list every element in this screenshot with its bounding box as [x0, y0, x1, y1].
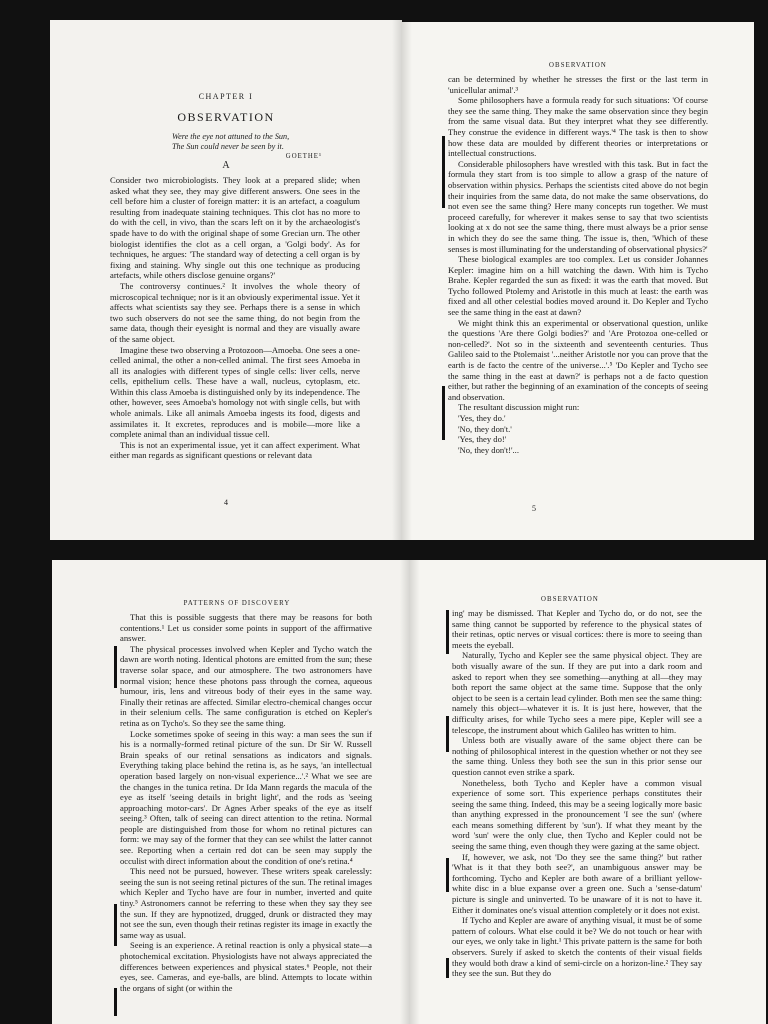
book-page-4 [50, 20, 402, 540]
page-gutter-shadow [410, 560, 420, 1024]
paragraph: This need not be pursued, however. These writers speak carelessly: seeing the sun is not seeing retinal pictures of the sun. The retinal images which Kepler and Tycho have are four in number, inverted and quite tiny.⁵ Astronomers cannot be referring to these when they say they see the sun. If they are hypnotized, drugged, drunk or distracted they may not see the sun, even though their retinas register its image in exactly the same way as usual. [120, 866, 372, 940]
paragraph: The resultant discussion might run: [458, 402, 580, 413]
margin-mark [446, 716, 449, 752]
paragraph: can be determined by whether he stresses the first or the last term in 'unicellular animal'.³ [448, 74, 708, 95]
margin-mark [446, 858, 449, 892]
running-head: OBSERVATION [541, 596, 599, 603]
paragraph: Consider two microbiologists. They look at a prepared slide; when asked what they see, they may give different answers. One sees in the cell before him a cluster of foreign matter: it is an artefact, a coagulum resulting from inadequate staining techniques. This clot has no more to do with the cell, in vivo, than the scars left on it by the archaeologist's spade have to do with the original shape of some Grecian urn. The other biologist identifies the clot as a cell organ, a 'Golgi body'. As for techniques, he argues: 'The standard way of detecting a cell organ is by fixing and staining. Why single out this one technique as producing artefacts, while others disclose genuine organs?' [110, 175, 360, 281]
paragraph: Some philosophers have a formula ready for such situations: 'Of course they see the same thing. They make the same observation since they begin from the same visual data. But they interpret what they see differently. They construe the evidence in different ways.'⁴ The task is then to show how these data are moulded by different theories or interpretations or intellectual constructions. [448, 95, 708, 159]
page-body [110, 175, 360, 461]
margin-mark [442, 386, 445, 440]
paragraph: Locke sometimes spoke of seeing in this way: a man sees the sun if his is a normally-formed retinal picture of the sun. Dr Sir W. Russell Brain speaks of our retinal sensations as indicators and signals. Everything taking place behind the retina is, as he says, 'an intellectual operation based largely on non-visual experience...'.² What we see are the changes in the tunica retina. Dr Ida Mann regards the macula of the eye as itself 'seeing details in bright light', and the rods as 'seeing approaching motor-cars'. Dr Agnes Arber speaks of the eye as itself seeing.³ Often, talk of seeing can direct attention to the retina. Normal people are distinguished from those for whom no retinal pictures can form: we may say of the former that they can see whilst the latter cannot see. Reporting when a certain red dot can be seen may supply the occulist with direct information about the condition of one's retina.⁴ [120, 728, 372, 866]
paragraph: If Tycho and Kepler are aware of anything visual, it must be of some pattern of colours. What else could it be? We do not touch or hear with our eyes, we only take in light.¹ This private pattern is the same for both observers. Surely if asked to sketch the contents of their visual fields they would both draw a kind of semi-circle on a horizon-line.² They say they see the sun. But they do [452, 915, 702, 979]
paragraph: Imagine these two observing a Protozoon—Amoeba. One sees a one-celled animal, the other a non-celled animal. The first sees Amoeba in all its analogies with different types of single cells: liver cells, nerve cells, epithelium cells. These have a wall, nucleus, cytoplasm, etc. Within this class Amoeba is distinguished only by its independence. The other, however, sees Amoeba's homology not with single cells, but with whole animals. Like all animals Amoeba ingests its food, digests and assimilates it. It excretes, reproduces and is mobile—more like a complete animal than an individual tissue cell. [110, 344, 360, 440]
paragraph: These biological examples are too complex. Let us consider Johannes Kepler: imagine him on a hill watching the dawn. With him is Tycho Brahe. Kepler regarded the sun as fixed: it was the earth that moved. But Tycho followed Ptolemy and Aristotle in this much at least: the earth was fixed and all other celestial bodies moved around it. Do Kepler and Tycho see the same thing in the east at dawn? [448, 254, 708, 318]
paragraph: Naturally, Tycho and Kepler see the same physical object. They are both visually aware of the sun. If they are put into a dark room and asked to report when they see something—anything at all—they may both report the same object at the same time. Suppose that the only object to be seen is a certain lead cylinder. Both men see the same thing: namely this object—whatever it is. It is just here, however, that the difficulty arises, for while Tycho sees a mere pipe, Kepler will see a telescope, the instrument about which Galileo has written to him. [452, 650, 702, 735]
dialogue-line: 'No, they don't.' [458, 423, 512, 434]
paragraph: Seeing is an experience. A retinal reaction is only a physical state—a photochemical excitation. Physiologists have not always appreciated the differences between experiences and physical states.⁶ People, not their eyes, see. Cameras, and eye-balls, are blind. Attempts to locate within the organs of sight (or within the [120, 940, 372, 993]
paragraph: We might think this an experimental or observational question, unlike the questions 'Are there Golgi bodies?' and 'Are Protozoa one-celled or non-celled?'. Not so in the sixteenth and seventeenth centuries. Thus Galileo said to the Ptolemaist '...neither Aristotle nor you can prove that the earth is de facto the centre of the universe...'.⁵ 'Do Kepler and Tycho see the same thing in the east at dawn?' is perhaps not a de facto question either, but rather the beginning of an examination of the concepts of seeing and observation. [448, 317, 708, 402]
margin-mark [114, 904, 117, 946]
paragraph: Nonetheless, both Tycho and Kepler have a common visual experience of some sort. This experience perhaps constitutes their seeing the same thing. Indeed, this may be a seeing logically more basic than anything expressed in the pronouncement 'I see the sun' (where each means something different by 'sun'). If what they meant by the word 'sun' were the only clue, then Tycho and Kepler could not be seeing the same thing, even though they were gazing at the same object. [452, 777, 702, 852]
page-gutter-shadow [400, 560, 410, 1024]
chapter-label: CHAPTER I [198, 92, 254, 101]
book-page-7 [410, 560, 766, 1024]
margin-mark [114, 646, 117, 688]
epigraph-line: The Sun could never be seen by it. [172, 142, 284, 151]
dialogue-line: 'Yes, they do!' [458, 434, 507, 445]
page-body [120, 612, 372, 993]
paragraph: This is not an experimental issue, yet it can affect experiment. What either man regards as significant questions or relevant data [110, 439, 360, 461]
running-head: PATTERNS OF DISCOVERY [183, 600, 291, 607]
page-body [448, 74, 708, 455]
paragraph: That this is possible suggests that there may be reasons for both contentions.¹ Let us consider some points in support of the affirmative answer. [120, 612, 372, 644]
page-number: 5 [532, 504, 536, 513]
paragraph: Considerable philosophers have wrestled with this task. But in fact the formula they start from is too simple to allow a grasp of the nature of observation within physics. Perhaps the scientists cited above do not begin their inquiries from the same data, do not make the same observations, do not even see the same thing? Here many concepts run together. We must proceed carefully, for wherever it makes sense to say that two scientists looking at x do not see the same thing, there must always be a prior sense in which they do see the same thing. The issue is, then, 'Which of these senses is most illuminating for the understanding of observational physics?' [448, 158, 708, 254]
page-gutter-shadow [402, 22, 412, 540]
book-page-5 [402, 22, 754, 540]
margin-mark [446, 958, 449, 978]
paragraph: The physical processes involved when Kepler and Tycho watch the dawn are worth noting. Identical photons are emitted from the sun; these traverse solar space, and our atmosphere. The two astronomers have normal vision; hence these photons pass through the cornea, aqueous humour, iris, lens and vitreous body of their eyes in the same way. Finally their retinas are affected. Similar electro-chemical changes occur in their selenium cells. The same configuration is etched on Kepler's retina as on Tycho's. So they see the same thing. [120, 643, 372, 728]
margin-mark [114, 988, 117, 1016]
paragraph: If, however, we ask, not 'Do they see the same thing?' but rather 'What is it that they both see?', an unambiguous answer may be forthcoming. Tycho and Kepler are both aware of a brilliant yellow-white disc in a blue expanse over a green one. Such a 'sense-datum' picture is single and uninverted. To be unaware of it is not to have it. Either it dominates one's visual attention completely or it does not exist. [452, 851, 702, 915]
dialogue-line: 'Yes, they do.' [458, 413, 506, 423]
margin-mark [442, 136, 445, 208]
paragraph: The controversy continues.² It involves the whole theory of microscopical technique; nor is it an obviously experimental issue. Yet it affects what scientists say they see. Perhaps there is a sense in which two such observers do not see the same thing, do not begin from the same data, though their eyesight is normal and they are visually aware of the same object. [110, 280, 360, 344]
margin-mark [446, 610, 449, 654]
running-head: OBSERVATION [549, 62, 607, 69]
epigraph [172, 132, 322, 162]
paragraph: ing' may be dismissed. That Kepler and Tycho do, or do not, see the same thing cannot be supported by reference to the physical states of their retinas, optic nerves or visual cortices: there is more to seeing than meets the eyeball. [452, 608, 702, 650]
dialogue-line: 'No, they don't!'... [458, 444, 519, 455]
epigraph-attribution: GOETHE¹ [285, 153, 322, 160]
section-letter: A [222, 160, 230, 171]
paragraph: Unless both are visually aware of the same object there can be nothing of philosophical interest in the question whether or not they see the same thing. Unless they both see the sun in this prior sense our question cannot even strike a spark. [452, 735, 702, 777]
page-number: 4 [224, 498, 228, 507]
page-body [452, 608, 702, 979]
epigraph-line: Were the eye not attuned to the Sun, [172, 132, 290, 141]
book-page-6 [52, 560, 410, 1024]
chapter-title: OBSERVATION [177, 110, 275, 124]
